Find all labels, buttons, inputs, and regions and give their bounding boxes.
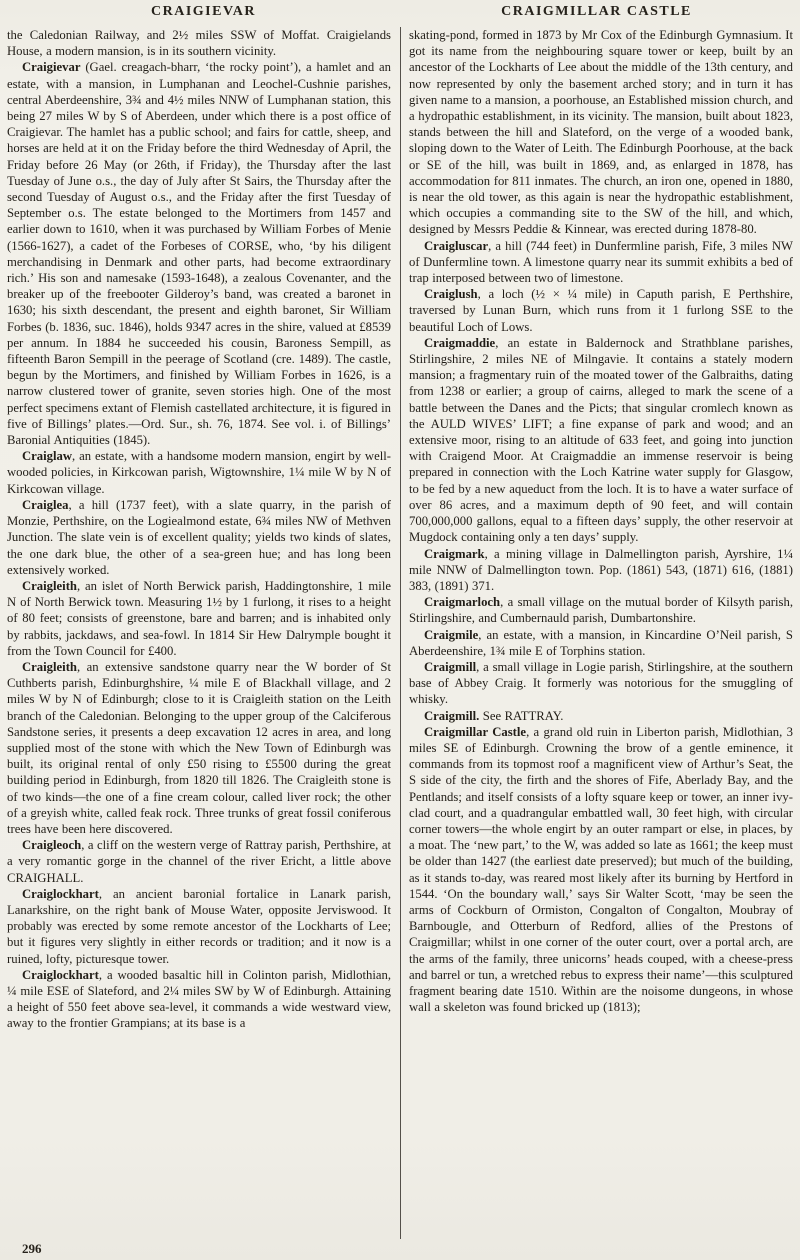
entry-paragraph: Craiglush, a loch (½ × ¼ mile) in Caputh parish, E Perthshire, traversed by Lunan Burn, which runs from it 1 furlong SSE to the beautiful Loch of Lows. bbox=[409, 287, 793, 334]
running-head-left: CRAIGIEVAR bbox=[151, 4, 256, 19]
entry-term: Craiglea bbox=[22, 497, 69, 512]
entry-term: Craigievar bbox=[22, 60, 81, 75]
entry-term: Craigleith bbox=[22, 659, 77, 674]
entry-paragraph: Craigleoch, a cliff on the western verge of Rattray parish, Perthshire, at a very romantic gorge in the channel of the river Ericht, a little above CRAIGHALL. bbox=[7, 838, 391, 885]
entry-term: Craiglush bbox=[424, 287, 478, 302]
entry-paragraph: the Caledonian Railway, and 2½ miles SSW of Moffat. Craigielands House, a modern mansion, is in its southern vicinity. bbox=[7, 28, 391, 59]
entry-paragraph: Craigmill. See RATTRAY. bbox=[424, 708, 564, 723]
entry-term: Craigmill. bbox=[424, 708, 480, 723]
page-number: 296 bbox=[22, 1241, 42, 1256]
entry-paragraph: Craigmillar Castle, a grand old ruin in Liberton parish, Midlothian, 3 miles SE of Edinburgh. Crowning the brow of a gentle eminence, it commands from its topmost roof a magnificent view of Arthur’s Seat, the S side of the city, the firth and the shores of Fife, Aberlady Bay, and the Pentlands; and itself consists of a lofty square keep or tower, an inner ivy-clad court, and a quadrangular embattled wall, 30 feet high, with circular corner towers—the whole engirt by an outer rampart or else, in places, by a moat. The ‘new part,’ to the W, was added so late as 1661; the keep must be older than 1427 (the earliest date preserved); but much of the building, as it stands to-day, was reared most likely after its burning by Hertford in 1544. ‘On the boundary wall,’ says Sir Walter Scott, ‘may be seen the arms of Cockburn of Ormiston, Congalton of Congalton, Moubray of Barnbougle, and Otterburn of Redford, allies of the Prestons of Craigmillar; whilst in one corner of the outer court, over a portal arch, are the arms of the family, three unicorns’ heads couped, with a cheese-press and barrel or tun, a wretched rebus to express their name’—this sculptured fragment bearing date 1510. Within are the noisome dungeons, in whose wall a skeleton was found bricked up (1813); bbox=[409, 724, 793, 1015]
entry-paragraph: Craiglea, a hill (1737 feet), with a slate quarry, in the parish of Monzie, Perthshire, on the Logiealmond estate, 6¾ miles NW of Methven Junction. The slate vein is of excellent quality; yields two kinds of slates, the one dark blue, the other of a sea-green hue; and has long been extensively worked. bbox=[7, 497, 391, 577]
entry-paragraph: Craigluscar, a hill (744 feet) in Dunfermline parish, Fife, 3 miles NW of Dunfermline town. A limestone quarry near its summit exhibits a bed of trap interposed between two of limestone. bbox=[409, 238, 793, 286]
running-head-right: CRAIGMILLAR CASTLE bbox=[501, 4, 692, 19]
entry-paragraph: skating-pond, formed in 1873 by Mr Cox of the Edinburgh Gymnasium. It got its name from the neighbouring square tower or keep, built by an ancestor of the Lockharts of Lee about the middle of the 13th century, and now represented by only the basement arched story; and in turn it has given name to a mansion, a poorhouse, an Established mission church, and a hydropathic establishment, in its vicinity. The mansion, built about 1823, stands between the hill and Slateford, on the verge of a wooded bank, sloping down to the Water of Leith. The Edinburgh Poorhouse, at the back or SE of the hill, was built in 1869, and, as enlarged in 1878, has accommodation for 811 inmates. The church, an iron one, opened in 1880, is near the old tower, as this again is near the hydropathic establishment, which occupies a commanding site to the SW of the hill, and which, designed by Messrs Peddie & Kinnear, was erected during 1878-80. bbox=[409, 28, 793, 237]
right-column bbox=[409, 27, 793, 1239]
entry-paragraph: Craigmark, a mining village in Dalmellington parish, Ayrshire, 1¼ mile NNW of Dalmellington town. Pop. (1861) 543, (1871) 616, (1881) 383, (1891) 371. bbox=[409, 546, 793, 593]
entry-paragraph: Craigleith, an extensive sandstone quarry near the W border of St Cuthberts parish, Edinburghshire, ¼ mile E of Blackhall village, and 2 miles W by N of Edinburgh; close to it is Craigleith station on the Leith branch of the Caledonian. Belonging to the upper group of the Calciferous Sandstone series, it presents a deep excavation 12 acres in area, and long supplied most of the stone with which the New Town of Edinburgh was built, its original rental of only £50 rising to £5500 during the great building period in Edinburgh, from 1820 till 1826. The Craigleith stone is of two kinds—the one of a fine cream colour, called liver rock; the other of a greyish white, called feak rock. Three trunks of great fossil coniferous trees have been here discovered. bbox=[7, 659, 391, 836]
entry-term: Craigleith bbox=[22, 578, 77, 593]
entry-paragraph: Craiglockhart, an ancient baronial fortalice in Lanark parish, Lanarkshire, on the right bank of Mouse Water, opposite Jerviswood. It probably was erected by some remote ancestor of the Lockharts of Lee; but it figures very slightly in either records or tradition; and it now is a ruined, lofty, picturesque tower. bbox=[7, 886, 391, 966]
entry-term: Craigmaddie bbox=[424, 335, 496, 350]
entry-paragraph: Craigleith, an islet of North Berwick parish, Haddingtonshire, 1 mile N of North Berwick town. Measuring 1½ by 1 furlong, it rises to a height of 80 feet; consists of greenstone, bare and barren; and is inhabited only by rabbits, jackdaws, and sea-fowl. In 1814 Sir Hew Dalrymple bought it from the Town Council for £400. bbox=[7, 578, 391, 658]
entry-term: Craiglaw bbox=[22, 449, 73, 464]
entry-paragraph: Craigmaddie, an estate in Baldernock and Strathblane parishes, Stirlingshire, 2 miles NE of Milngavie. It contains a stately modern mansion; a fragmentary ruin of the moated tower of the Galbraiths, dating from 1238 or earlier; a group of cairns, alleged to mark the scene of a battle between the Danes and the Picts; that singular cromlech known as the AULD WIVES’ LIFT; a fine expanse of park and wood; and an extensive moor, rising to an altitude of 633 feet, and going into junction with Craigend Moor. At Craigmaddie an immense reservoir is being prepared in connection with the Loch Katrine water supply for Glasgow, to be fed by a new aqueduct from the loch. It is to have a water surface of over 86 acres, and a maximum depth of 90 feet, and will contain 700,000,000 gallons, equal to a fifteen days’ supply, the other reservoir at Mugdock containing only a ten days’ supply. bbox=[409, 335, 793, 545]
entry-term: Craigmillar Castle bbox=[424, 724, 527, 739]
entry-term: Craiglockhart bbox=[22, 967, 99, 982]
entry-term: Craigmarloch bbox=[424, 595, 501, 610]
entry-paragraph: Craigmile, an estate, with a mansion, in Kincardine O’Neil parish, S Aberdeenshire, 1¾ mile E of Torphins station. bbox=[409, 627, 793, 658]
entry-term: Craigleoch bbox=[22, 838, 82, 853]
text-columns bbox=[7, 27, 793, 1239]
running-heads bbox=[7, 4, 793, 20]
entry-term: Craigmark bbox=[424, 546, 485, 561]
entry-paragraph: Craiglockhart, a wooded basaltic hill in Colinton parish, Midlothian, ¼ mile ESE of Slateford, and 2¼ miles SW by W of Edinburgh. Attaining a height of 550 feet above sea-level, it commands a wide westward view, away to the frontier Grampians; at its base is a bbox=[7, 967, 391, 1031]
entry-term: Craigmile bbox=[424, 627, 479, 642]
entry-paragraph: Craiglaw, an estate, with a handsome modern mansion, engirt by well-wooded policies, in Kirkcowan parish, Wigtownshire, 1¼ mile W by N of Kirkcowan village. bbox=[7, 449, 391, 496]
entry-term: Craigluscar bbox=[424, 238, 489, 253]
entry-paragraph: Craigmill, a small village in Logie parish, Stirlingshire, at the southern base of Abbey Craig. It formerly was notorious for the smuggling of whisky. bbox=[409, 659, 793, 707]
entry-term: Craiglockhart bbox=[22, 886, 99, 901]
entry-term: Craigmill bbox=[424, 659, 477, 674]
column-divider bbox=[400, 27, 401, 1239]
entry-paragraph: Craigmarloch, a small village on the mutual border of Kilsyth parish, Stirlingshire, and Cumbernauld parish, Dumbartonshire. bbox=[409, 595, 793, 626]
left-column bbox=[7, 27, 391, 1239]
entry-paragraph: Craigievar (Gael. creagach-bharr, ‘the rocky point’), a hamlet and an estate, with a mansion, in Lumphanan and Leochel-Cushnie parishes, central Aberdeenshire, 3¾ and 4½ miles NNW of Lumphanan station, this being 27 miles W by S of Aberdeen, under which there is a post office of Craigievar. The hamlet has a public school; and fairs for cattle, sheep, and horses are held at it on the Friday before the third Wednesday of April, the Friday before 26 May (or 26th, if Friday), the Thursday after the last Tuesday of June o.s., the day of July after St Sairs, the Thursday after the second Tuesday of August o.s., and the Friday after the first Tuesday of September o.s. The estate belonged to the Mortimers from 1457 and earlier down to 1610, when it was purchased by William Forbes of Menie (1566-1627), a cadet of the Forbeses of CORSE, who, ‘by his diligent merchandising in Denmark and other parts, had become extraordinary rich.’ His son and namesake (1593-1648), a zealous Covenanter, and the breaker up of the freebooter Gilderoy’s band, was created a baronet in 1630; his sixth descendant, the present and eighth baronet, Sir William Forbes (b. 1836, suc. 1846), holds 9347 acres in the shire, valued at £8539 per annum. In 1884 he succeeded his cousin, Baroness Sempill, as fifteenth Baron Sempill in the peerage of Scotland (cre. 1489). The castle, begun by the Mortimers, and finished by William Forbes in 1626, is a narrow clustered tower of granite, seven stories high. One of the most perfect specimens extant of Flemish castellated architecture, it is figured in five of Billings’ plates.—Ord. Sur., sh. 76, 1874. See vol. i. of Billings’ Baronial Antiquities (1845). bbox=[7, 60, 391, 448]
